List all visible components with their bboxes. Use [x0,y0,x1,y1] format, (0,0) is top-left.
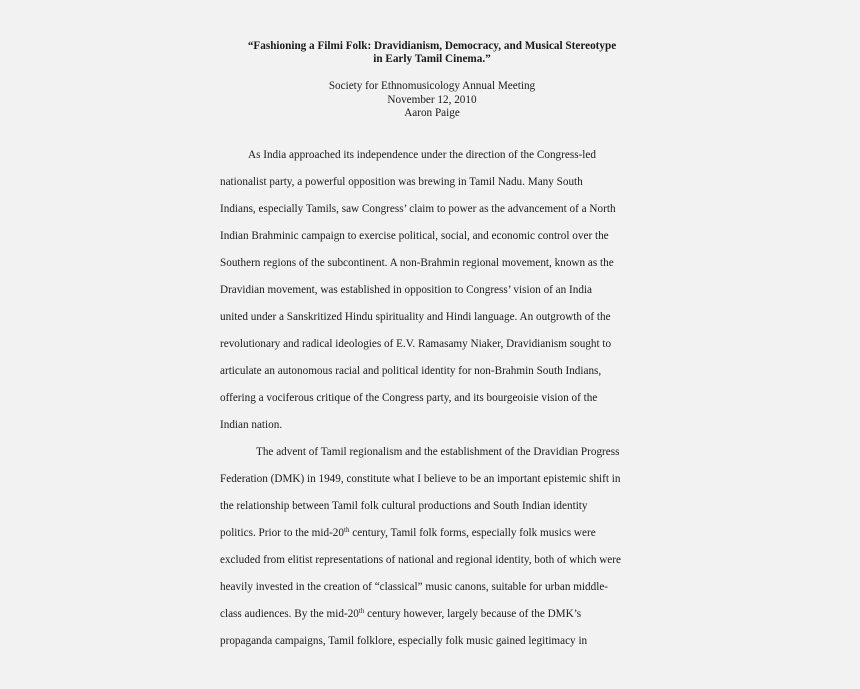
paragraph-2-line: heavily invested in the creation of “classical” music canons, suitable for urban middle- [220,581,609,593]
paragraph-2-line [220,526,596,540]
author-name: Aaron Paige [404,107,460,120]
paragraph-1-line: Southern regions of the subcontinent. A non-Brahmin regional movement, known as the [220,257,614,269]
text-segment: class audiences. By the mid-20 [220,608,359,620]
title-line-1: “Fashioning a Filmi Folk: Dravidianism, Democracy, and Musical Stereotype [247,40,617,52]
paragraph-1-line: Indians, especially Tamils, saw Congress’ claim to power as the advancement of a North [220,203,616,215]
superscript-ordinal: th [344,526,350,534]
paper-meta [0,80,860,121]
paragraph-1-line: Dravidian movement, was established in opposition to Congress’ vision of an India [220,284,593,296]
paper-title [0,40,860,66]
event-name: Society for Ethnomusicology Annual Meeting [328,80,536,92]
text-segment: century however, largely because of the DMK’s [364,608,582,620]
paragraph-1-line: nationalist party, a powerful opposition was brewing in Tamil Nadu. Many South [220,176,583,188]
paragraph-1-line: Indian nation. [220,419,283,431]
paragraph-1-line: Indian Brahminic campaign to exercise political, social, and economic control over the [220,230,609,242]
paragraph-2-line: the relationship between Tamil folk cultural productions and South Indian identity [220,500,588,512]
paragraph-1-line: offering a vociferous critique of the Congress party, and its bourgeoisie vision of the [220,392,598,404]
paragraph-2-line: excluded from elitist representations of national and regional identity, both of which were [220,554,621,566]
paragraph-1-line: articulate an autonomous racial and political identity for non-Brahmin South Indians, [220,365,602,377]
paragraph-2-line: The advent of Tamil regionalism and the establishment of the Dravidian Progress [256,446,620,458]
paragraph-2-line [220,607,581,621]
paragraph-2-line: Federation (DMK) in 1949, constitute what I believe to be an important epistemic shift in [220,473,621,485]
paragraph-2-line: propaganda campaigns, Tamil folklore, especially folk music gained legitimacy in [220,635,588,647]
text-segment: century, Tamil folk forms, especially folk musics were [349,527,596,539]
paragraph-1-line: united under a Sanskritized Hindu spirituality and Hindi language. An outgrowth of the [220,311,611,323]
paragraph-1-line: As India approached its independence under the direction of the Congress-led [248,149,596,161]
text-segment: politics. Prior to the mid-20 [220,527,344,539]
superscript-ordinal: th [358,607,365,615]
event-date: November 12, 2010 [387,93,477,106]
paragraph-1-line: revolutionary and radical ideologies of E.V. Ramasamy Niaker, Dravidianism sought to [220,338,612,350]
title-line-2: in Early Tamil Cinema.” [373,53,491,65]
